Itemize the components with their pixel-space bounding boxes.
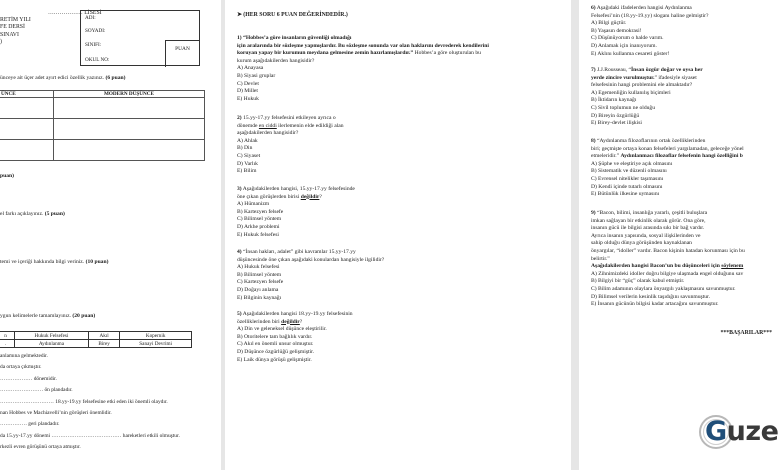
question-number: 9) <box>591 210 596 216</box>
question-9: 9) “Bacon, bilimi, insanlığa yararlı, çeşitli buluşlara imkan sağlayan bir etkinlik olarak görür. Ona göre, insanın gücü ile bilgisi arasında sıkı bir bağ vardır. Ayrıca insanın yapısında, sosyal ilişkilerinden ve sahip olduğu dünya görüşünden kaynaklanan önyargılar, “idoller” vardır. Bacon kişinin hatadan korunması için bu belirtir.” Aşağıdakilerden hangisi Bacon’un bu düşünceleri için söylenem A) Zihnimizdeki idoller doğru bilgiye ulaşmada engel olduğunu sav B) Bilgiyi bir “güç” olarak kabul etmiştir. C) Bilim adamının olaylara önyargılı yaklaşmasını savunmuştur. D) Bilimsel verilerin kesinlik taşıdığını savunmuştur. E) İnsanın gücünün bilgisi kadar artacağını savunmuştur. <box>591 210 745 308</box>
option-a[interactable]: A) Şüphe ve eleştiriye açık olmasını <box>591 160 673 167</box>
logo-text: uze <box>726 416 779 447</box>
exam-page-left <box>0 0 221 470</box>
option-e[interactable]: E) Aklını kullanma cesareti göster! <box>591 50 670 57</box>
word-cell: . <box>0 340 15 348</box>
option-d[interactable]: D) Anlamak için inanıyorum. <box>591 42 657 49</box>
question-7: 7) J.J.Rousseau, “İnsan özgür doğar ve oysa her yerde zincire vurulmuştur.” ifadesiyle siyaset felsefesinin hangi problemini ele almaktadır? A) Egemenliğin kullanılış biçimleri B) İktidarın kaynağı C) Sivil toplumun ne olduğu D) Bireyin özgürlüğü E) Birey-devlet ilişkisi <box>591 67 703 127</box>
word-cell: Kopernik <box>120 332 192 340</box>
option-c[interactable]: C) Bilimsel yöntem <box>237 216 282 223</box>
option-a[interactable]: A) Hukuk felsefesi <box>237 264 280 271</box>
question-1: 1) “Hobbes’a göre insanların güvenliği olmadığı için aralarında bir sözleşme yapmışlardır. Bu sözleşme sonunda var olan haklarını devrederek kendilerini koruyan yapay bir kurumun meydana gelmesine zemin hazırlamışlardır.” Hobbes’a göre oluşturulan bu kurum aşağıdakilerden hangisidir? A) Anayasa B) Siyasi gruplar C) Devlet D) Millet E) Hukuk <box>237 35 489 102</box>
option-b[interactable]: B) Sistematik ve düzenli olmasını <box>591 168 667 175</box>
option-a[interactable]: A) Bilgi güçtür. <box>591 20 627 27</box>
option-d[interactable]: D) Bilimsel verilerin kesinlik taşıdığını savunmuştur. <box>591 293 711 300</box>
option-e[interactable]: E) Birey-devlet ilişkisi <box>591 120 642 127</box>
option-e[interactable]: E) Bilim <box>237 168 257 175</box>
exam-page-right <box>579 0 780 470</box>
option-a[interactable]: A) Anayasa <box>237 65 264 72</box>
fill-in-line: rkezli evren görüşünü ortaya atmıştır. <box>0 444 81 451</box>
question-5: 5) Aşağıdakilerden hangisi 18.yy-19.yy felsefesinin özelliklerinden biri değildir? A) Din ve geleneksel düşünce eleştirilir. B) Otoritelere tam bağlılık vardır. C) Akıl en önemli unsur olmuştur. D) Düşünce özgürlüğü gelişmiştir. E) Laik dünya görüşü gelişmiştir. <box>237 311 353 363</box>
option-c[interactable]: C) Evrensel nitelikler taşımasını <box>591 175 664 182</box>
question-number: 6) <box>591 5 596 11</box>
option-b[interactable]: B) Kartezyen felsefe <box>237 208 284 215</box>
question-3-prompt: el farkı açıklayınız. (5 puan) <box>0 211 65 217</box>
logo-letter-g: G <box>705 416 727 447</box>
answer-cell[interactable] <box>54 119 205 140</box>
academic-year: RETİM YILI <box>0 17 31 24</box>
fill-in-line: da 15.yy-17.yy dönemi ………………………………… hareketleri etkili olmuştur. <box>0 432 180 439</box>
fill-in-line: anlamına gelmektedir. <box>0 353 48 359</box>
surname-label: SOYADI: <box>85 28 106 34</box>
option-a[interactable]: A) Egemenliğin kullanılış biçimleri <box>591 89 671 96</box>
section-header: ➤ (HER SORU 6 PUAN DEĞERİNDEDİR.) <box>237 12 348 18</box>
question-8: 8) “Aydınlanma filozoflarının ortak özelliklerinden biri; geçmişte ortaya konan felsefeleri yargılamadan, geleceğe yönel etmeleridir.” Aydınlanmacı filozoflar felsefenin hangi özelliğini b A) Şüphe ve eleştiriye açık olmasını B) Sistematik ve düzenli olmasını C) Evrensel nitelikler taşımasını D) Kendi içinde tutarlı olmasını E) Bütünlük ilkesine uymasını <box>591 138 744 198</box>
question-2-points: puan) <box>0 173 14 179</box>
question-number: 2) <box>237 115 242 121</box>
col-header-modern: MODERN DÜŞÜNCE <box>54 91 205 98</box>
option-c[interactable]: C) Devlet <box>237 80 259 87</box>
option-a[interactable]: A) Zihnimizdeki idoller doğru bilgiye ulaşmada engel olduğunu sav <box>591 270 744 277</box>
option-e[interactable]: E) Bütünlük ilkesine uymasını <box>591 191 660 198</box>
answer-cell[interactable] <box>54 98 205 119</box>
score-box: PUAN <box>165 40 199 67</box>
question-2: 2) 15.yy-17.yy felsefesini etkileyen ayrıca o dönemde en ciddi ilerlemenin elde edildiği alan aşağıdakilerden hangisidir? A) Ahlak B) Din C) Siyaset D) Varlık E) Bilim <box>237 115 344 175</box>
col-header-classic: ÜNCE <box>0 91 54 98</box>
word-cell: Aydınlanma <box>15 340 89 348</box>
answer-cell[interactable] <box>54 140 205 161</box>
question-4-prompt: temi ve içeriği hakkında bilgi veriniz. (10 puan) <box>0 259 109 265</box>
question-5-prompt: ygun kelimelerle tamamlayınız. (20 puan) <box>0 313 96 319</box>
fill-in-blanks-list <box>0 353 180 456</box>
option-d[interactable]: D) Bireyin özgürlüğü <box>591 112 640 119</box>
option-d[interactable]: D) Doğayı anlama <box>237 286 279 293</box>
option-b[interactable]: B) İktidarın kaynağı <box>591 97 637 104</box>
option-b[interactable]: B) Bilgiyi bir “güç” olarak kabul etmiştir. <box>591 278 685 285</box>
answer-cell[interactable] <box>0 119 54 140</box>
school-no-label: OKUL NO: <box>85 57 110 63</box>
question-number: 7) <box>591 67 596 73</box>
closing-message: ***BAŞARILAR*** <box>720 330 772 336</box>
question-number: 4) <box>237 249 242 255</box>
word-cell: n <box>0 332 15 340</box>
student-id-box <box>80 10 200 66</box>
option-d[interactable]: D) Varlık <box>237 160 258 167</box>
word-cell: Hukuk Felsefesi <box>15 332 89 340</box>
question-number: 8) <box>591 138 596 144</box>
option-d[interactable]: D) Millet <box>237 88 258 95</box>
answer-cell[interactable] <box>0 140 54 161</box>
answer-cell[interactable] <box>0 98 54 119</box>
option-c[interactable]: C) Bilim adamının olaylara önyargılı yaklaşmasını savunmuştur. <box>591 285 736 292</box>
option-b[interactable]: B) Otoritelere tam bağlılık vardır. <box>237 333 313 340</box>
question-4: 4) “İnsan hakları, adalet” gibi kavramlar 15.yy-17.yy düşüncesinde öne çıkan aşağıdaki konulardan hangisiyle ilgilidir? A) Hukuk felsefesi B) Bilimsel yöntem C) Kartezyen felsefe D) Doğayı anlama E) Bilginin kaynağı <box>237 249 385 301</box>
word-bank-table <box>0 331 192 348</box>
exam-page-middle <box>225 0 571 470</box>
option-b[interactable]: B) Bilimsel yöntem <box>237 271 282 278</box>
question-1-prompt: ünceye ait üçer adet ayırt edici özellik yazınız. (6 puan) <box>0 75 126 81</box>
option-d[interactable]: D) Arkhe problemi <box>237 223 280 230</box>
option-b[interactable]: B) Yaşasın demokrasi! <box>591 27 642 34</box>
option-c[interactable]: C) Siyaset <box>237 152 261 159</box>
option-c[interactable]: C) Düşünüyorum o halde varım. <box>591 35 664 42</box>
option-e[interactable]: E) İnsanın gücünün bilgisi kadar artacağını savunmuştur. <box>591 301 719 308</box>
points: (6 puan) <box>105 75 126 81</box>
course-name: FE DERSİ <box>0 24 25 31</box>
fill-in-line: ……………… dönemidir. <box>0 375 57 382</box>
option-a[interactable]: A) Ahlak <box>237 137 258 144</box>
option-c[interactable]: C) Akıl en önemli unsur olmuştur. <box>237 341 314 348</box>
exam-subtitle: ) <box>0 38 2 45</box>
watermark-logo <box>699 413 780 453</box>
option-e[interactable]: E) Laik dünya görüşü gelişmiştir. <box>237 356 312 363</box>
option-a[interactable]: A) Din ve geleneksel düşünce eleştirilir. <box>237 326 327 333</box>
question-6: 6) Aşağıdaki ifadelerden hangisi Aydınlanma Felsefesi’nin (18.yy-19.yy) sloganı haline gelmiştir? A) Bilgi güçtür. B) Yaşasın demokrasi! C) Düşünüyorum o halde varım. D) Anlamak için inanıyorum. E) Aklını kullanma cesareti göster! <box>591 5 709 57</box>
class-label: SINIFI: <box>85 42 102 48</box>
option-d[interactable]: D) Düşünce özgürlüğü gelişmiştir. <box>237 348 315 355</box>
fill-in-line: nan Hobbes ve Machiavelli’nin görüşleri önemlidir. <box>0 409 112 416</box>
option-c[interactable]: C) Kartezyen felsefe <box>237 279 284 286</box>
fill-in-line: da ortaya çıkmıştır. <box>0 364 42 371</box>
option-b[interactable]: B) Din <box>237 145 253 152</box>
option-c[interactable]: C) Sivil toplumun ne olduğu <box>591 104 656 111</box>
question-number: 1) <box>237 35 242 41</box>
option-e[interactable]: E) Bilginin kaynağı <box>237 294 282 301</box>
word-cell: Sanayi Devrimi <box>120 340 192 348</box>
word-cell: Akıl <box>88 332 119 340</box>
option-d[interactable]: D) Kendi içinde tutarlı olmasını <box>591 183 663 190</box>
word-cell: Birey <box>88 340 119 348</box>
page-divider <box>571 0 579 470</box>
question-3: 3) Aşağıdakilerden hangisi, 15.yy-17.yy felsefesinde öne çıkan görüşlerden birisi değildir? A) Hümanizm B) Kartezyen felsefe C) Bilimsel yöntem D) Arkhe problemi E) Hukuk felsefesi <box>237 186 355 238</box>
fill-in-line: …………… geri plandadır. <box>0 421 60 428</box>
fill-in-line: …………………… ön plandadır. <box>0 387 73 394</box>
exam-name: SINAVI <box>0 31 19 38</box>
school-name: ……………… LİSESİ <box>48 10 102 16</box>
option-b[interactable]: B) Siyasi gruplar <box>237 72 276 79</box>
fill-in-line: ………………………… 18.yy-19.yy felsefesine etki eden iki önemli olaydır. <box>0 398 168 405</box>
option-e[interactable]: E) Hukuk felsefesi <box>237 231 279 238</box>
name-label: ADI: <box>85 15 96 21</box>
question-number: 3) <box>237 186 242 192</box>
option-e[interactable]: E) Hukuk <box>237 95 259 102</box>
question-number: 5) <box>237 311 242 317</box>
comparison-table <box>0 90 205 161</box>
option-a[interactable]: A) Hümanizm <box>237 201 270 208</box>
